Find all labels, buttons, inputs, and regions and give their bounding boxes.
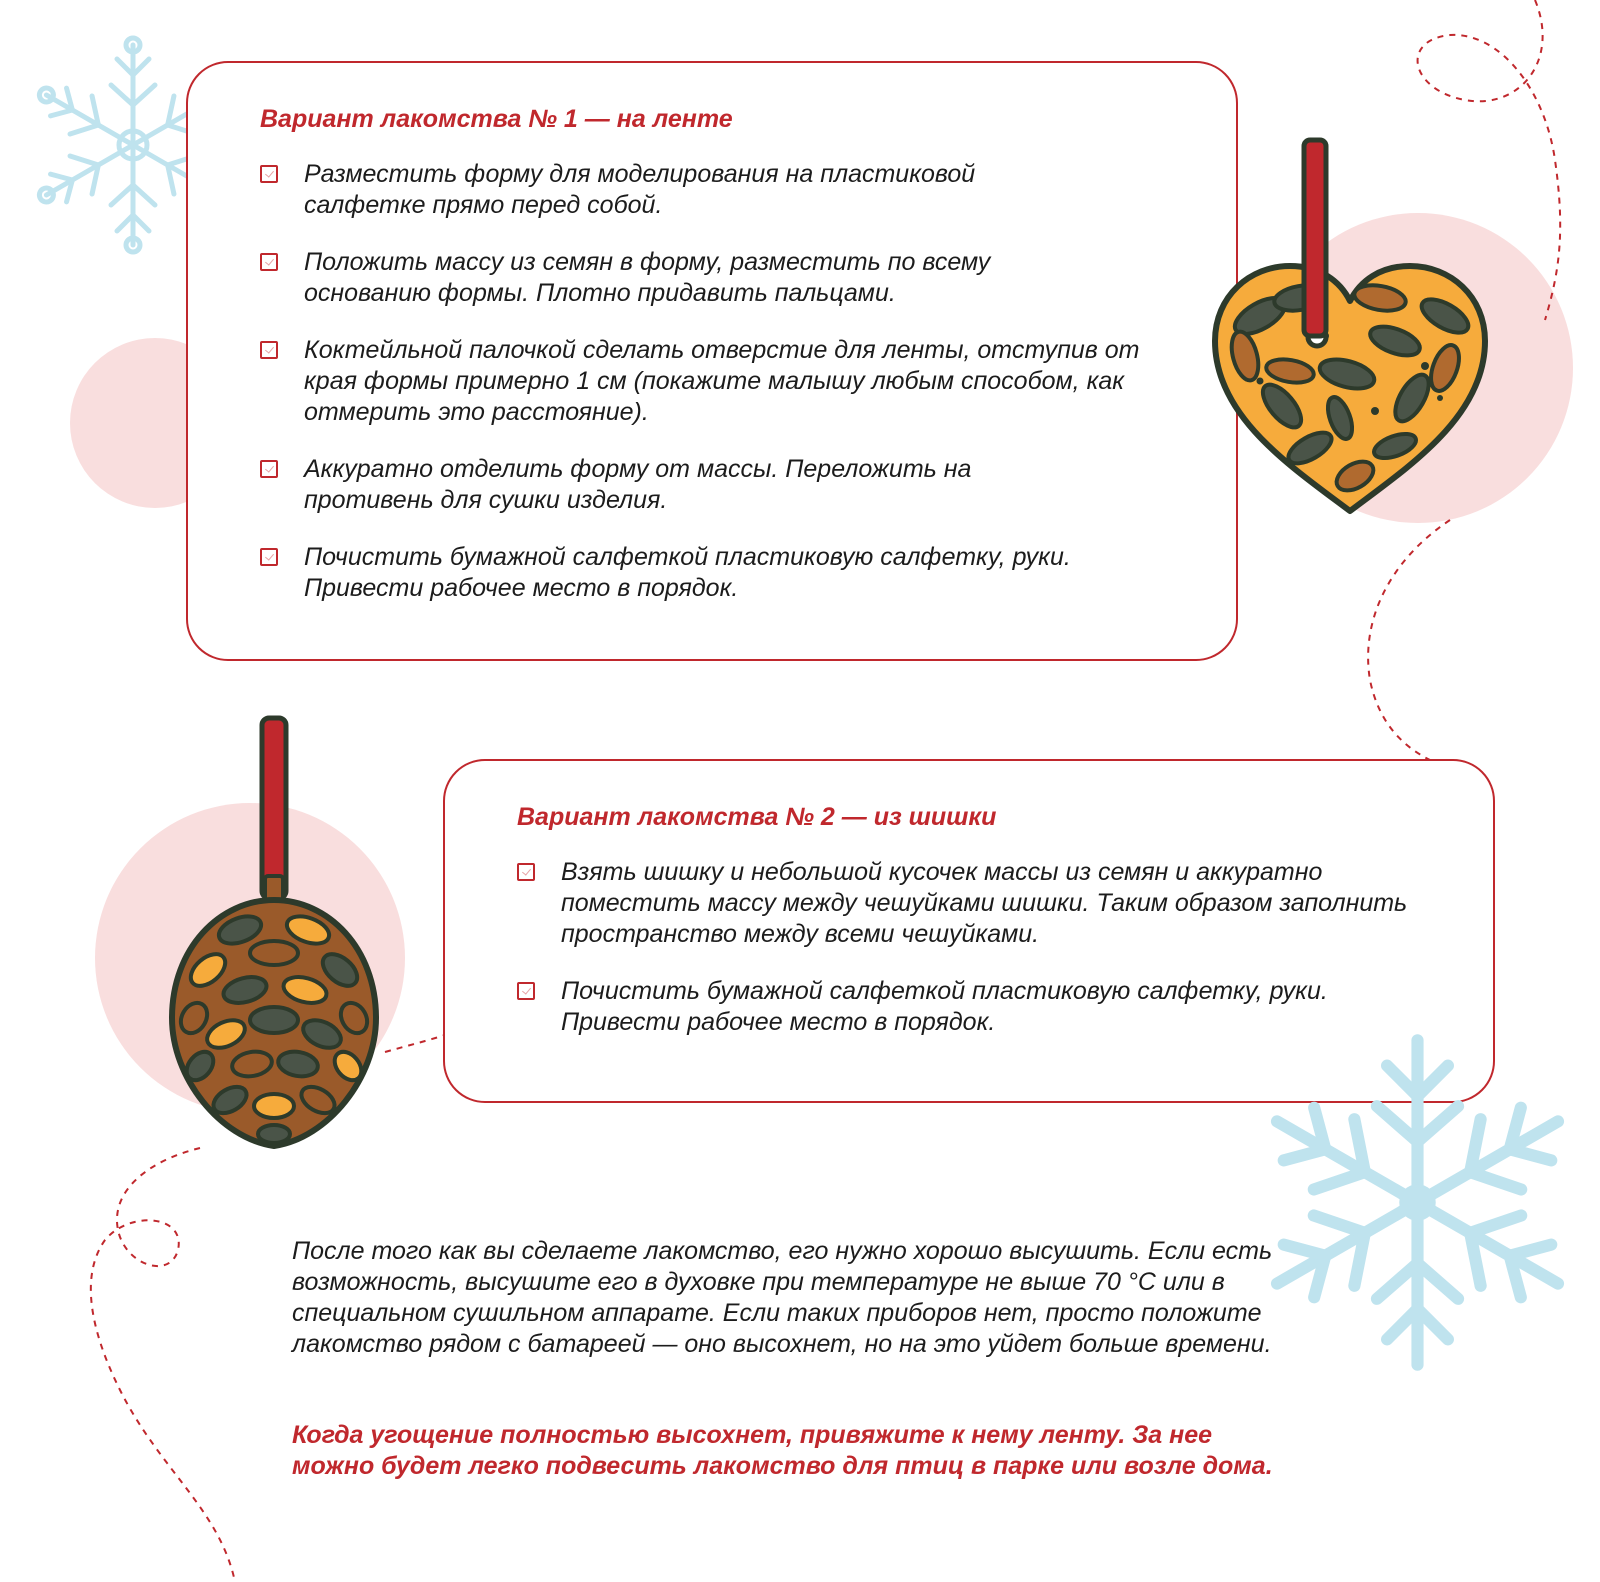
checkbox-icon (260, 460, 278, 478)
step-text: Аккуратно отделить форму от массы. Переложить на противень для сушки изделия. (304, 455, 972, 514)
list-item (517, 857, 1417, 950)
drying-note: После того как вы сделаете лакомство, его нужно хорошо высушить. Если есть возможность, высушите его в духовке при температуре не выше 70 °С или в специальном сушильном аппарате. Если таких приборов нет, просто положите лакомство рядом с батареей — оно высохнет, но на это уйдет больше времени. (292, 1237, 1273, 1358)
list-item (260, 247, 1160, 309)
pine-cone-icon (160, 708, 400, 1158)
list-item (260, 159, 1160, 221)
step-text: Взять шишку и небольшой кусочек массы из семян и аккуратно поместить массу между чешуйками шишки. Таким образом заполнить пространство между всеми чешуйками. (561, 858, 1408, 948)
checkbox-icon (260, 253, 278, 271)
list-item (260, 335, 1160, 428)
step-text: Почистить бумажной салфеткой пластиковую салфетку, руки. Привести рабочее место в порядок. (561, 977, 1328, 1036)
card-1-title: Вариант лакомства № 1 — на ленте (260, 105, 733, 133)
list-item (260, 542, 1160, 604)
list-item (260, 454, 1160, 516)
card-2-title: Вариант лакомства № 2 — из шишки (517, 803, 997, 831)
card-2-steps (517, 857, 1417, 1038)
card-1-steps (260, 159, 1160, 604)
checkbox-icon (260, 548, 278, 566)
heart-treat-icon (1200, 136, 1500, 526)
checkbox-icon (260, 341, 278, 359)
checkbox-icon (517, 982, 535, 1000)
checkbox-icon (517, 863, 535, 881)
list-item (517, 976, 1417, 1038)
ribbon-note: Когда угощение полностью высохнет, привяжите к нему ленту. За нее можно будет легко подвесить лакомство для птиц в парке или возле дома. (292, 1421, 1273, 1480)
recipe-card-1 (186, 61, 1238, 661)
dashed-path-bottom-left (91, 1148, 235, 1582)
step-text: Разместить форму для моделирования на пластиковой салфетке прямо перед собой. (304, 160, 976, 219)
step-text: Положить массу из семян в форму, разместить по всему основанию формы. Плотно придавить пальцами. (304, 248, 991, 307)
dashed-path-right (1368, 520, 1450, 760)
step-text: Почистить бумажной салфеткой пластиковую салфетку, руки. Привести рабочее место в порядок. (304, 543, 1071, 602)
step-text: Коктейльной палочкой сделать отверстие для ленты, отступив от края формы примерно 1 см (покажите малышу любым способом, как отмерить это расстояние). (304, 336, 1140, 426)
checkbox-icon (260, 165, 278, 183)
